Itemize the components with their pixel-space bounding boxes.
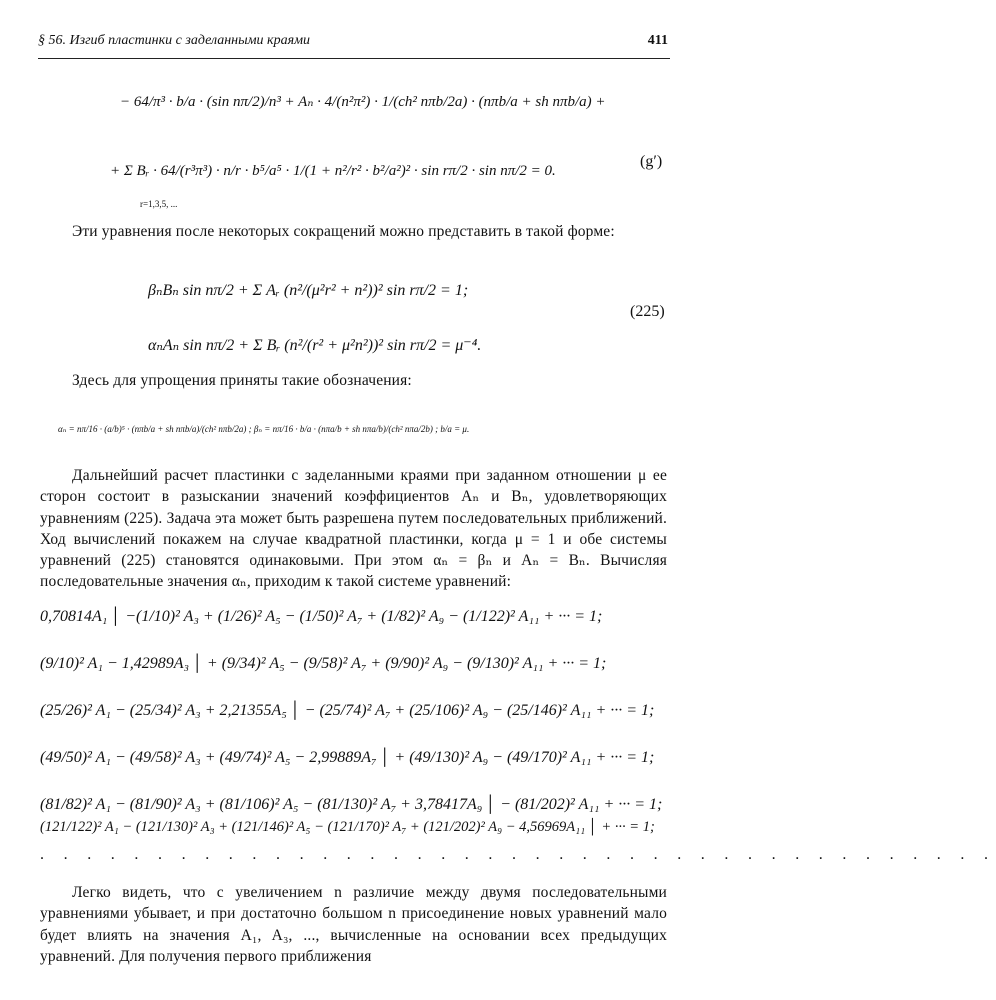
paragraph-4: Легко видеть, что с увеличением n различие между двумя последовательными уравнениями убывает, и при достаточно большом n присоединение новых уравнений мало будет влиять на значения A₁, A₃, ..., вычисленные на основании всех предыдущих уравнений. Для получения первого приближения	[40, 884, 667, 965]
sum-index-g-prime: r=1,3,5, ...	[140, 199, 178, 209]
equation-225-line1: βₙBₙ sin nπ/2 + Σ Aᵣ (n²/(μ²r² + n²))² sin rπ/2 = 1;	[148, 282, 469, 299]
system-row-5: (81/82)² A₁ − (81/90)² A₃ + (81/106)² A₅ − (81/130)² A₇ + 3,78417A₉ │ − (81/202)² A₁₁ + ··· = 1;	[40, 796, 663, 813]
equation-225-line2: αₙAₙ sin nπ/2 + Σ Bᵣ (n²/(r² + μ²n²))² sin rπ/2 = μ⁻⁴.	[148, 337, 482, 354]
header-rule	[38, 58, 670, 59]
notation-equation: αₙ = nπ/16 · (a/b)⁵ · (nπb/a + sh nπb/a)/(ch² nπb/2a) ; βₙ = nπ/16 · b/a · (nπa/b + sh nπa/b)/(ch² nπa/2b) ; b/a = μ.	[58, 424, 470, 434]
equation-label-g-prime: (g′)	[640, 153, 663, 170]
system-row-4: (49/50)² A₁ − (49/58)² A₃ + (49/74)² A₅ − 2,99889A₇ │ + (49/130)² A₉ − (49/170)² A₁₁ + ··· = 1;	[40, 749, 655, 766]
paragraph-1: Эти уравнения после некоторых сокращений можно представить в такой форме:	[72, 223, 615, 240]
section-title: § 56. Изгиб пластинки с заделанными краями	[38, 33, 311, 48]
continuation-dots: . . . . . . . . . . . . . . . . . . . . . . . . . . . . . . . . . . . . . . . . .	[40, 846, 996, 863]
page-number: 411	[647, 33, 668, 48]
equation-label-225: (225)	[630, 303, 665, 320]
equation-g-prime-line1: − 64/π³ · b/a · (sin nπ/2)/n³ + Aₙ · 4/(n²π²) · 1/(ch² nπb/2a) · (nπb/a + sh nπb/a) +	[120, 94, 606, 110]
paragraph-3: Дальнейший расчет пластинки с заделанными краями при заданном отношении μ ее сторон состоит в разыскании значений коэффициентов Aₙ и Bₙ, удовлетворяющих уравнениям (225). Задача эта может быть разрешена путем последовательных приближений. Ход вычислений покажем на случае квадратной пластинки, когда μ = 1 и обе системы уравнений (225) становятся одинаковыми. При этом αₙ = βₙ и Aₙ = Bₙ. Вычисляя последовательные значения αₙ, приходим к такой системе уравнений:	[40, 467, 667, 591]
system-row-2: (9/10)² A₁ − 1,42989A₃ │ + (9/34)² A₅ − (9/58)² A₇ + (9/90)² A₉ − (9/130)² A₁₁ + ··· = 1;	[40, 655, 607, 672]
system-row-6: (121/122)² A₁ − (121/130)² A₃ + (121/146)² A₅ − (121/170)² A₇ + (121/202)² A₉ − 4,56969A₁₁ │ + ··· = 1;	[40, 819, 655, 835]
paragraph-2: Здесь для упрощения приняты такие обозначения:	[72, 372, 412, 389]
equation-g-prime-line2: + Σ Bᵣ · 64/(r³π³) · n/r · b⁵/a⁵ · 1/(1 + n²/r² · b²/a²)² · sin rπ/2 · sin nπ/2 = 0.	[110, 163, 556, 179]
running-header	[38, 33, 668, 53]
system-row-1: 0,70814A₁ │ −(1/10)² A₃ + (1/26)² A₅ − (1/50)² A₇ + (1/82)² A₉ − (1/122)² A₁₁ + ··· = 1;	[40, 608, 603, 625]
system-row-3: (25/26)² A₁ − (25/34)² A₃ + 2,21355A₅ │ − (25/74)² A₇ + (25/106)² A₉ − (25/146)² A₁₁ + ··· = 1;	[40, 702, 655, 719]
